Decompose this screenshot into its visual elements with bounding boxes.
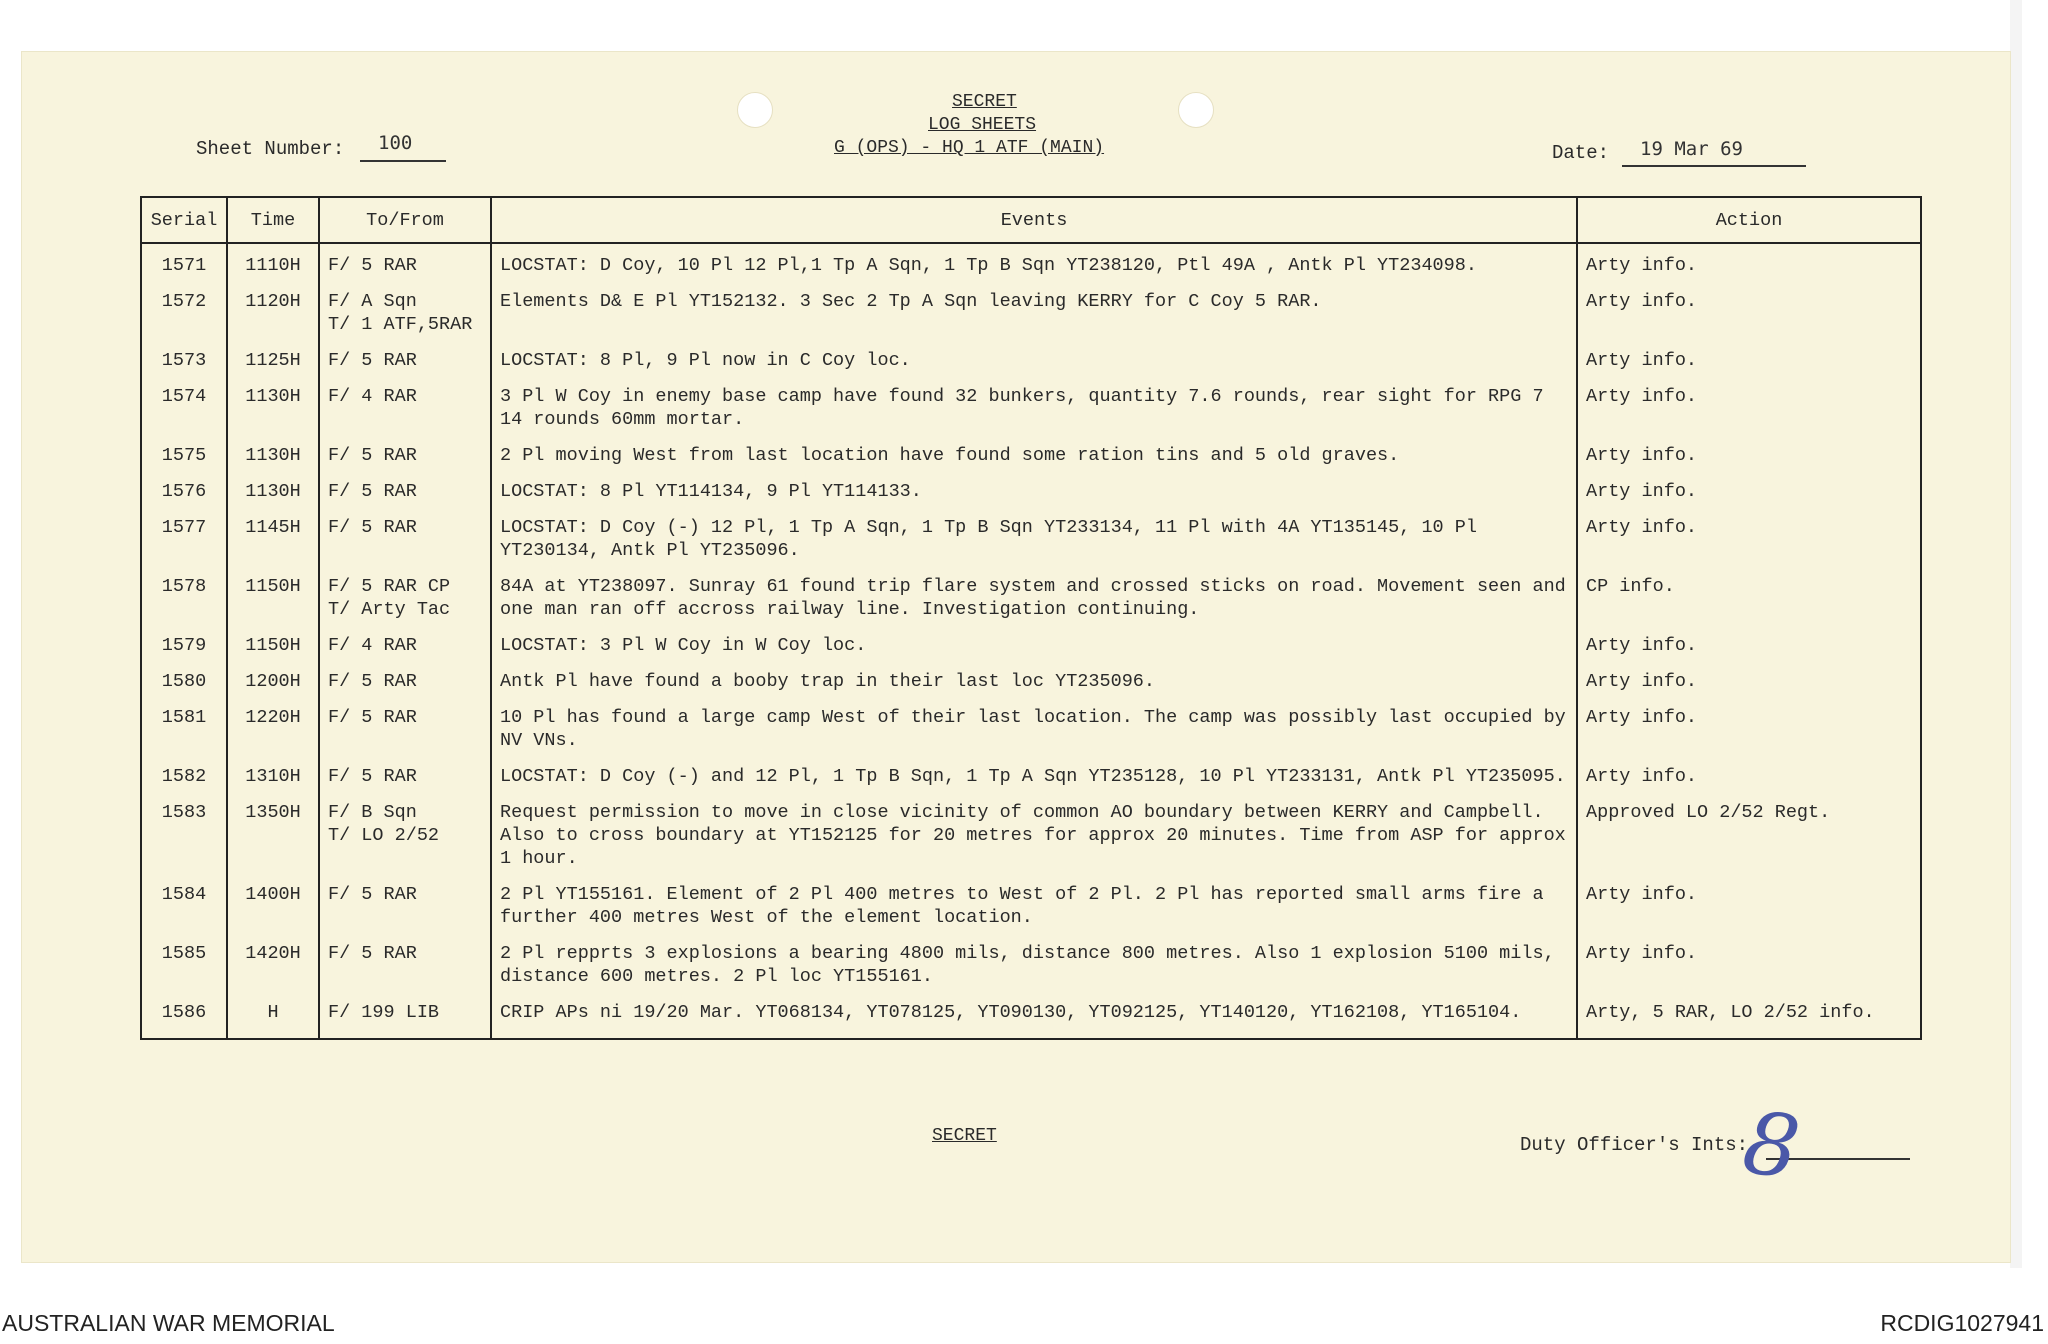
cell-events: 2 Pl repprts 3 explosions a bearing 4800 mils, distance 800 metres. Also 1 explosion 5100 mils, distance 600 metres. 2 Pl loc YT155161. xyxy=(491,932,1577,991)
cell-action: Arty, 5 RAR, LO 2/52 info. xyxy=(1577,991,1921,1039)
header-title: LOG SHEETS xyxy=(928,115,1037,135)
cell-serial: 1579 xyxy=(141,624,227,660)
cell-events: LOCSTAT: D Coy (-) 12 Pl, 1 Tp A Sqn, 1 Tp B Sqn YT233134, 11 Pl with 4A YT135145, 10 Pl YT230134, Antk Pl YT235096. xyxy=(491,506,1577,565)
table-header-row xyxy=(141,197,1921,243)
cell-serial: 1578 xyxy=(141,565,227,624)
cell-to-from xyxy=(319,375,491,434)
cell-events: 2 Pl YT155161. Element of 2 Pl 400 metres to West of 2 Pl. 2 Pl has reported small arms fire a further 400 metres West of the element location. xyxy=(491,873,1577,932)
cell-events: Antk Pl have found a booby trap in their last loc YT235096. xyxy=(491,660,1577,696)
cell-to-from xyxy=(319,932,491,991)
cell-events: 84A at YT238097. Sunray 61 found trip flare system and crossed sticks on road. Movement seen and one man ran off accross railway line. Investigation continuing. xyxy=(491,565,1577,624)
punch-hole-left xyxy=(737,92,773,128)
from-line: F/ 5 RAR xyxy=(328,350,417,371)
cell-events: LOCSTAT: D Coy, 10 Pl 12 Pl,1 Tp A Sqn, 1 Tp B Sqn YT238120, Ptl 49A , Antk Pl YT234098. xyxy=(491,243,1577,280)
cell-time: 1200H xyxy=(227,660,319,696)
from-line: F/ 5 RAR xyxy=(328,255,417,276)
cell-to-from xyxy=(319,991,491,1039)
cell-events: Elements D& E Pl YT152132. 3 Sec 2 Tp A Sqn leaving KERRY for C Coy 5 RAR. xyxy=(491,280,1577,339)
page-edge xyxy=(2010,0,2022,1268)
cell-action: Arty info. xyxy=(1577,873,1921,932)
cell-to-from xyxy=(319,755,491,791)
cell-serial: 1572 xyxy=(141,280,227,339)
col-header-action: Action xyxy=(1577,197,1921,243)
cell-time: 1110H xyxy=(227,243,319,280)
cell-serial: 1577 xyxy=(141,506,227,565)
cell-events: LOCSTAT: 8 Pl YT114134, 9 Pl YT114133. xyxy=(491,470,1577,506)
from-line: F/ 5 RAR xyxy=(328,671,417,692)
table-row xyxy=(141,755,1921,791)
cell-events: LOCSTAT: D Coy (-) and 12 Pl, 1 Tp B Sqn, 1 Tp A Sqn YT235128, 10 Pl YT233131, Antk Pl YT235095. xyxy=(491,755,1577,791)
from-line: F/ A Sqn xyxy=(328,291,417,312)
from-line: F/ 4 RAR xyxy=(328,635,417,656)
table-row xyxy=(141,991,1921,1039)
cell-events: Request permission to move in close vicinity of common AO boundary between KERRY and Campbell. Also to cross boundary at YT152125 for 20 metres for approx 20 minutes. Time from ASP for approx 1 hour. xyxy=(491,791,1577,873)
cell-time: 1120H xyxy=(227,280,319,339)
cell-to-from xyxy=(319,470,491,506)
cell-to-from xyxy=(319,243,491,280)
duty-officer-initials: 8 xyxy=(1737,1092,1806,1200)
to-line: T/ Arty Tac xyxy=(328,599,451,620)
col-header-time: Time xyxy=(227,197,319,243)
cell-action: Arty info. xyxy=(1577,696,1921,755)
from-line: F/ 199 LIB xyxy=(328,1002,440,1023)
cell-to-from xyxy=(319,339,491,375)
table-row xyxy=(141,873,1921,932)
cell-serial: 1574 xyxy=(141,375,227,434)
cell-action: Arty info. xyxy=(1577,932,1921,991)
cell-to-from xyxy=(319,660,491,696)
table-row xyxy=(141,791,1921,873)
cell-serial: 1573 xyxy=(141,339,227,375)
table-row xyxy=(141,565,1921,624)
archive-id: RCDIG1027941 xyxy=(1880,1310,2044,1336)
cell-to-from xyxy=(319,696,491,755)
cell-serial: 1576 xyxy=(141,470,227,506)
cell-to-from xyxy=(319,434,491,470)
cell-events: LOCSTAT: 3 Pl W Coy in W Coy loc. xyxy=(491,624,1577,660)
cell-events: 10 Pl has found a large camp West of their last location. The camp was possibly last occupied by NV VNs. xyxy=(491,696,1577,755)
cell-time: 1145H xyxy=(227,506,319,565)
log-table xyxy=(140,196,1922,1040)
from-line: F/ 4 RAR xyxy=(328,386,417,407)
footer-classification: SECRET xyxy=(932,1126,997,1146)
sheet-number-underline xyxy=(360,160,446,162)
cell-time: H xyxy=(227,991,319,1039)
from-line: F/ 5 RAR xyxy=(328,884,417,905)
from-line: F/ 5 RAR xyxy=(328,766,417,787)
cell-serial: 1581 xyxy=(141,696,227,755)
cell-time: 1400H xyxy=(227,873,319,932)
cell-time: 1420H xyxy=(227,932,319,991)
cell-serial: 1571 xyxy=(141,243,227,280)
table-row xyxy=(141,470,1921,506)
cell-serial: 1585 xyxy=(141,932,227,991)
date-underline xyxy=(1622,165,1806,167)
table-row xyxy=(141,375,1921,434)
cell-time: 1150H xyxy=(227,624,319,660)
cell-events: CRIP APs ni 19/20 Mar. YT068134, YT078125, YT090130, YT092125, YT140120, YT162108, YT165104. xyxy=(491,991,1577,1039)
cell-events: 2 Pl moving West from last location have found some ration tins and 5 old graves. xyxy=(491,434,1577,470)
from-line: F/ 5 RAR xyxy=(328,943,417,964)
cell-time: 1350H xyxy=(227,791,319,873)
cell-action: Arty info. xyxy=(1577,624,1921,660)
table-row xyxy=(141,434,1921,470)
table-row xyxy=(141,932,1921,991)
punch-hole-right xyxy=(1178,92,1214,128)
header-unit: G (OPS) - HQ 1 ATF (MAIN) xyxy=(834,138,1105,158)
from-line: F/ B Sqn xyxy=(328,802,417,823)
cell-action: Arty info. xyxy=(1577,470,1921,506)
from-line: F/ 5 RAR xyxy=(328,517,417,538)
cell-action: Arty info. xyxy=(1577,660,1921,696)
cell-events: 3 Pl W Coy in enemy base camp have found 32 bunkers, quantity 7.6 rounds, rear sight for RPG 7 14 rounds 60mm mortar. xyxy=(491,375,1577,434)
table-row xyxy=(141,339,1921,375)
sheet-number-label: Sheet Number: xyxy=(196,138,345,160)
table-row xyxy=(141,696,1921,755)
cell-time: 1130H xyxy=(227,375,319,434)
from-line: F/ 5 RAR xyxy=(328,445,417,466)
cell-to-from xyxy=(319,280,491,339)
header-classification: SECRET xyxy=(952,92,1017,112)
to-line: T/ 1 ATF,5RAR xyxy=(328,314,473,335)
cell-action: Approved LO 2/52 Regt. xyxy=(1577,791,1921,873)
table-row xyxy=(141,624,1921,660)
sheet-number-value: 100 xyxy=(378,132,413,154)
table-row xyxy=(141,506,1921,565)
duty-officer-label: Duty Officer's Ints: xyxy=(1520,1134,1749,1156)
cell-time: 1130H xyxy=(227,434,319,470)
cell-to-from xyxy=(319,873,491,932)
cell-serial: 1582 xyxy=(141,755,227,791)
cell-action: Arty info. xyxy=(1577,375,1921,434)
from-line: F/ 5 RAR xyxy=(328,481,417,502)
cell-action: Arty info. xyxy=(1577,280,1921,339)
cell-action: CP info. xyxy=(1577,565,1921,624)
cell-to-from xyxy=(319,506,491,565)
to-line: T/ LO 2/52 xyxy=(328,825,440,846)
col-header-to-from: To/From xyxy=(319,197,491,243)
cell-time: 1125H xyxy=(227,339,319,375)
cell-to-from xyxy=(319,565,491,624)
cell-to-from xyxy=(319,624,491,660)
cell-time: 1310H xyxy=(227,755,319,791)
cell-serial: 1583 xyxy=(141,791,227,873)
table-row xyxy=(141,660,1921,696)
cell-time: 1150H xyxy=(227,565,319,624)
cell-serial: 1584 xyxy=(141,873,227,932)
cell-action: Arty info. xyxy=(1577,339,1921,375)
from-line: F/ 5 RAR xyxy=(328,707,417,728)
table-row xyxy=(141,243,1921,280)
date-label: Date: xyxy=(1552,142,1610,164)
cell-serial: 1580 xyxy=(141,660,227,696)
cell-serial: 1575 xyxy=(141,434,227,470)
date-value: 19 Mar 69 xyxy=(1640,138,1743,160)
cell-time: 1130H xyxy=(227,470,319,506)
cell-serial: 1586 xyxy=(141,991,227,1039)
cell-events: LOCSTAT: 8 Pl, 9 Pl now in C Coy loc. xyxy=(491,339,1577,375)
col-header-serial: Serial xyxy=(141,197,227,243)
cell-to-from xyxy=(319,791,491,873)
cell-action: Arty info. xyxy=(1577,506,1921,565)
cell-action: Arty info. xyxy=(1577,755,1921,791)
cell-action: Arty info. xyxy=(1577,243,1921,280)
table-row xyxy=(141,280,1921,339)
cell-time: 1220H xyxy=(227,696,319,755)
from-line: F/ 5 RAR CP xyxy=(328,576,451,597)
archive-credit: AUSTRALIAN WAR MEMORIAL xyxy=(2,1310,335,1336)
cell-action: Arty info. xyxy=(1577,434,1921,470)
col-header-events: Events xyxy=(491,197,1577,243)
